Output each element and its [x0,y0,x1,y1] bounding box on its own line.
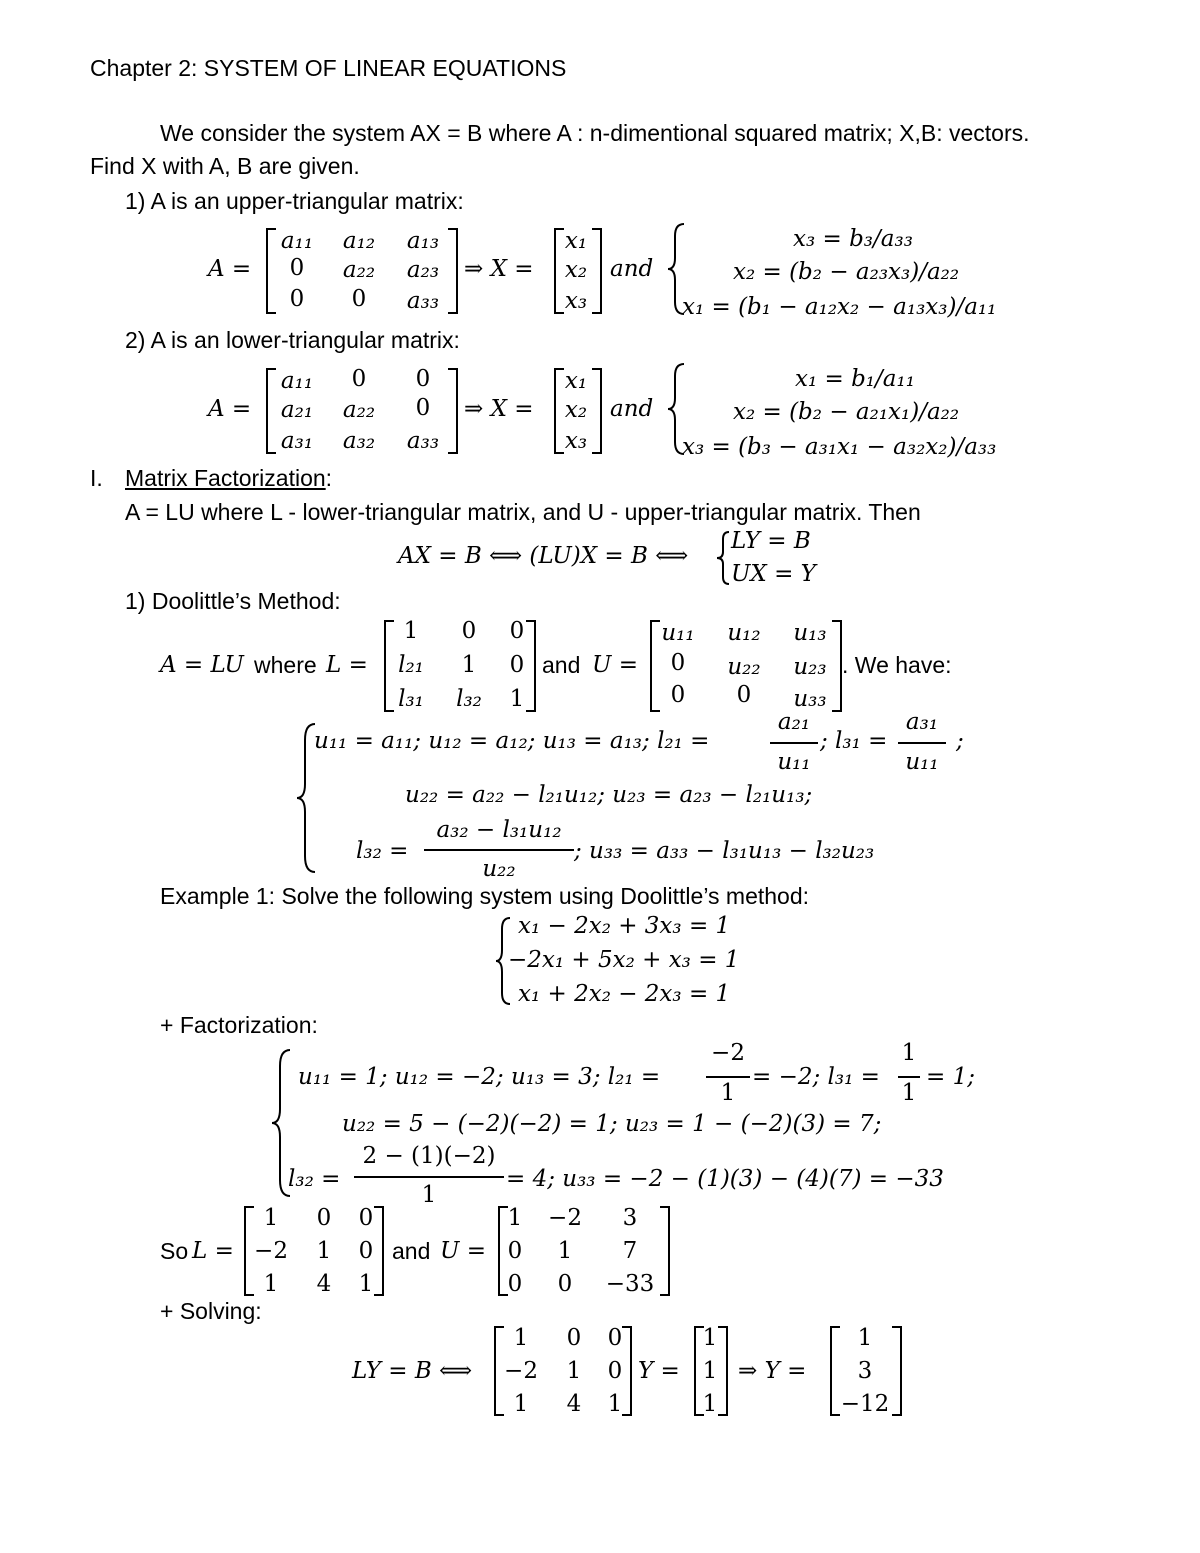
solving-y-eq: Y = [638,1358,680,1384]
case2-eq-2: x₂ = (b₂ − a₂₁x₁)/a₂₂ [733,399,960,425]
matrix-cell: 1 [509,686,525,712]
fraction-bar [706,1076,750,1078]
example1-eq-2: −2x₁ + 5x₂ + x₃ = 1 [508,947,740,973]
matrix-cell: 0 [507,1238,523,1264]
matrix-cell: 0 [289,286,305,312]
case2-lhs: A = [208,396,252,422]
matrix-cell: 1 [316,1238,332,1264]
example1-eq-1: x₁ − 2x₂ + 3x₃ = 1 [518,913,731,939]
example1-label: Example 1: Solve the following system using Doolittle’s method: [160,883,810,909]
matrix-cell: 0 [316,1205,332,1231]
doolittle-row3a: l₃₂ = [356,838,409,864]
case2-eq-3: x₃ = (b₃ − a₃₁x₁ − a₃₂x₂)/a₃₃ [682,434,997,460]
matrix-cell: 0 [509,618,525,644]
factorization-description: A = LU where L - lower-triangular matrix, and U - upper-triangular matrix. Then [125,499,921,525]
matrix-cell: u₂₃ [793,654,827,680]
doolittle-lhs: A = LU [160,652,244,678]
so-u-eq: U = [440,1238,486,1264]
doolittle-row1a: u₁₁ = a₁₁; u₁₂ = a₁₂; u₁₃ = a₁₃; l₂₁ = [314,728,710,754]
doolittle-and: and [542,652,581,678]
vector-cell: −12 [840,1391,890,1417]
vector-cell: x₁ [564,228,588,254]
matrix-cell: 1 [513,1391,529,1417]
case1-label: 1) A is an upper-triangular matrix: [125,188,464,214]
case2-eq-1: x₁ = b₁/a₁₁ [795,366,915,392]
factorization-row3a: l₃₂ = [288,1166,341,1192]
doolittle-row1b: ; l₃₁ = [820,728,888,754]
doolittle-row1c: ; [956,728,964,754]
case1-eq-2: x₂ = (b₂ − a₂₃x₃)/a₂₂ [733,259,960,285]
solving-ly-eq: LY = B ⟺ [352,1358,473,1384]
frac-denominator: 1 [421,1182,437,1208]
so-and: and [392,1238,431,1264]
vector-cell: 1 [857,1325,873,1351]
frac-numerator: a₃₁ [905,709,939,735]
matrix-cell: 0 [670,650,686,676]
factorization-row3b: = 4; u₃₃ = −2 − (1)(3) − (4)(7) = −33 [506,1166,944,1192]
matrix-cell: 1 [566,1358,582,1384]
example1-eq-3: x₁ + 2x₂ − 2x₃ = 1 [518,981,731,1007]
matrix-cell: 0 [415,366,431,392]
case1-eq-3: x₁ = (b₁ − a₁₂x₂ − a₁₃x₃)/a₁₁ [682,294,997,320]
intro-line-1: We consider the system AX = B where A : n-dimentional squared matrix; X,B: vectors. [160,120,1030,146]
so-label: So [160,1238,189,1264]
case2-label: 2) A is an lower-triangular matrix: [125,327,460,353]
case1-matrix-right-bracket [448,228,458,314]
matrix-cell: l₃₂ [456,686,482,712]
section-heading-colon: : [325,465,333,491]
vector-cell: x₃ [564,428,588,454]
matrix-cell: u₂₂ [727,654,761,680]
matrix-cell: a₃₃ [406,288,440,314]
frac-denominator: u₁₁ [905,749,939,775]
matrix-cell: 0 [557,1271,573,1297]
case1-arrow: ⇒ X = [464,256,534,282]
matrix-cell: a₁₁ [280,368,314,394]
matrix-cell: a₂₂ [342,257,376,283]
factorization-row1c: = 1; [926,1064,975,1090]
case1-lhs: A = [208,256,252,282]
matrix-cell: −2 [254,1238,288,1264]
matrix-cell: 0 [351,366,367,392]
matrix-cell: 0 [509,652,525,678]
matrix-cell: 0 [351,286,367,312]
frac-denominator: 1 [720,1080,736,1106]
frac-numerator: −2 [711,1040,745,1066]
matrix-cell: 1 [607,1391,623,1417]
matrix-cell: −2 [548,1205,582,1231]
matrix-cell: 1 [557,1238,573,1264]
doolittle-label: 1) Doolittle’s Method: [125,588,341,614]
matrix-cell: 7 [622,1238,638,1264]
intro-line-2: Find X with A, B are given. [90,153,360,179]
matrix-cell: 4 [566,1391,582,1417]
section-heading [125,467,332,490]
matrix-cell: −33 [605,1271,655,1297]
chapter-title: Chapter 2: SYSTEM OF LINEAR EQUATIONS [90,55,567,81]
matrix-cell: a₂₃ [406,257,440,283]
matrix-cell: u₁₃ [793,620,827,646]
matrix-cell: a₁₁ [280,228,314,254]
matrix-cell: 1 [358,1271,374,1297]
doolittle-l-eq: L = [326,652,368,678]
matrix-cell: 0 [736,682,752,708]
doolittle-u-eq: U = [592,652,638,678]
vector-cell: x₁ [564,368,588,394]
section-numeral: I. [90,465,103,491]
factorization-row2: u₂₂ = 5 − (−2)(−2) = 1; u₂₃ = 1 − (−2)(3) = 7; [342,1111,882,1137]
factorization-equivalence: AX = B ⟺ (LU)X = B ⟺ [398,543,689,569]
so-l-eq: L = [192,1238,234,1264]
matrix-cell: 1 [263,1271,279,1297]
vector-cell: 1 [702,1391,718,1417]
matrix-cell: 0 [358,1205,374,1231]
factorization-label: + Factorization: [160,1012,318,1038]
frac-numerator: a₃₂ − l₃₁u₁₂ [436,817,562,843]
so-u-right-bracket [660,1206,670,1296]
vector-cell: x₃ [564,288,588,314]
frac-numerator: a₂₁ [777,709,811,735]
matrix-cell: 4 [316,1271,332,1297]
matrix-cell: a₁₃ [406,228,440,254]
matrix-cell: 0 [607,1358,623,1384]
fraction-bar [770,742,818,744]
matrix-cell: −2 [504,1358,538,1384]
doolittle-row2: u₂₂ = a₂₂ − l₂₁u₁₂; u₂₃ = a₂₃ − l₂₁u₁₃; [405,782,813,808]
matrix-cell: 0 [415,395,431,421]
fraction-bar [354,1176,504,1178]
solving-implies: ⇒ Y = [738,1358,807,1384]
factorization-sys-1: LY = B [731,528,811,554]
vector-cell: 1 [702,1325,718,1351]
matrix-cell: u₁₂ [727,620,761,646]
factorization-row1b: = −2; l₃₁ = [752,1064,880,1090]
frac-denominator: u₂₂ [482,856,516,882]
matrix-cell: 0 [607,1325,623,1351]
frac-denominator: 1 [901,1080,917,1106]
vector-cell: 1 [702,1358,718,1384]
case1-and: and [610,256,654,282]
matrix-cell: 0 [507,1271,523,1297]
case2-and: and [610,396,654,422]
frac-numerator: 2 − (1)(−2) [362,1143,496,1169]
case1-eq-1: x₃ = b₃/a₃₃ [793,226,913,252]
fraction-bar [424,849,574,851]
doolittle-row3b: ; u₃₃ = a₃₃ − l₃₁u₁₃ − l₃₂u₂₃ [574,838,875,864]
solving-label: + Solving: [160,1298,262,1324]
case2-arrow: ⇒ X = [464,396,534,422]
matrix-cell: 1 [513,1325,529,1351]
case2-matrix-right-bracket [448,368,458,454]
matrix-cell: 1 [461,652,477,678]
matrix-cell: 0 [566,1325,582,1351]
vector-cell: x₂ [564,397,588,423]
matrix-cell: a₂₂ [342,397,376,423]
vector-cell: 3 [857,1358,873,1384]
matrix-cell: 0 [358,1238,374,1264]
matrix-cell: l₂₁ [398,652,424,678]
matrix-cell: 1 [507,1205,523,1231]
matrix-cell: a₃₂ [342,428,376,454]
matrix-cell: 3 [622,1205,638,1231]
matrix-cell: a₁₂ [342,228,376,254]
matrix-cell: u₃₃ [793,686,827,712]
fraction-bar [898,1076,920,1078]
matrix-cell: 1 [403,618,419,644]
factorization-brace-icon [715,530,731,586]
frac-denominator: u₁₁ [777,749,811,775]
factorization-sys-2: UX = Y [731,561,816,587]
matrix-cell: a₃₃ [406,428,440,454]
doolittle-where: where [254,652,317,678]
section-heading-text: Matrix Factorization [125,465,326,491]
matrix-cell: 0 [670,682,686,708]
matrix-cell: 0 [461,618,477,644]
matrix-cell: a₂₁ [280,397,314,423]
vector-cell: x₂ [564,257,588,283]
frac-numerator: 1 [901,1040,917,1066]
matrix-cell: l₃₁ [398,686,424,712]
factorization-row1a: u₁₁ = 1; u₁₂ = −2; u₁₃ = 3; l₂₁ = [298,1064,661,1090]
matrix-cell: 0 [289,255,305,281]
matrix-cell: u₁₁ [661,620,695,646]
matrix-cell: a₃₁ [280,428,314,454]
doolittle-we-have: . We have: [842,652,952,678]
fraction-bar [898,742,946,744]
matrix-cell: 1 [263,1205,279,1231]
